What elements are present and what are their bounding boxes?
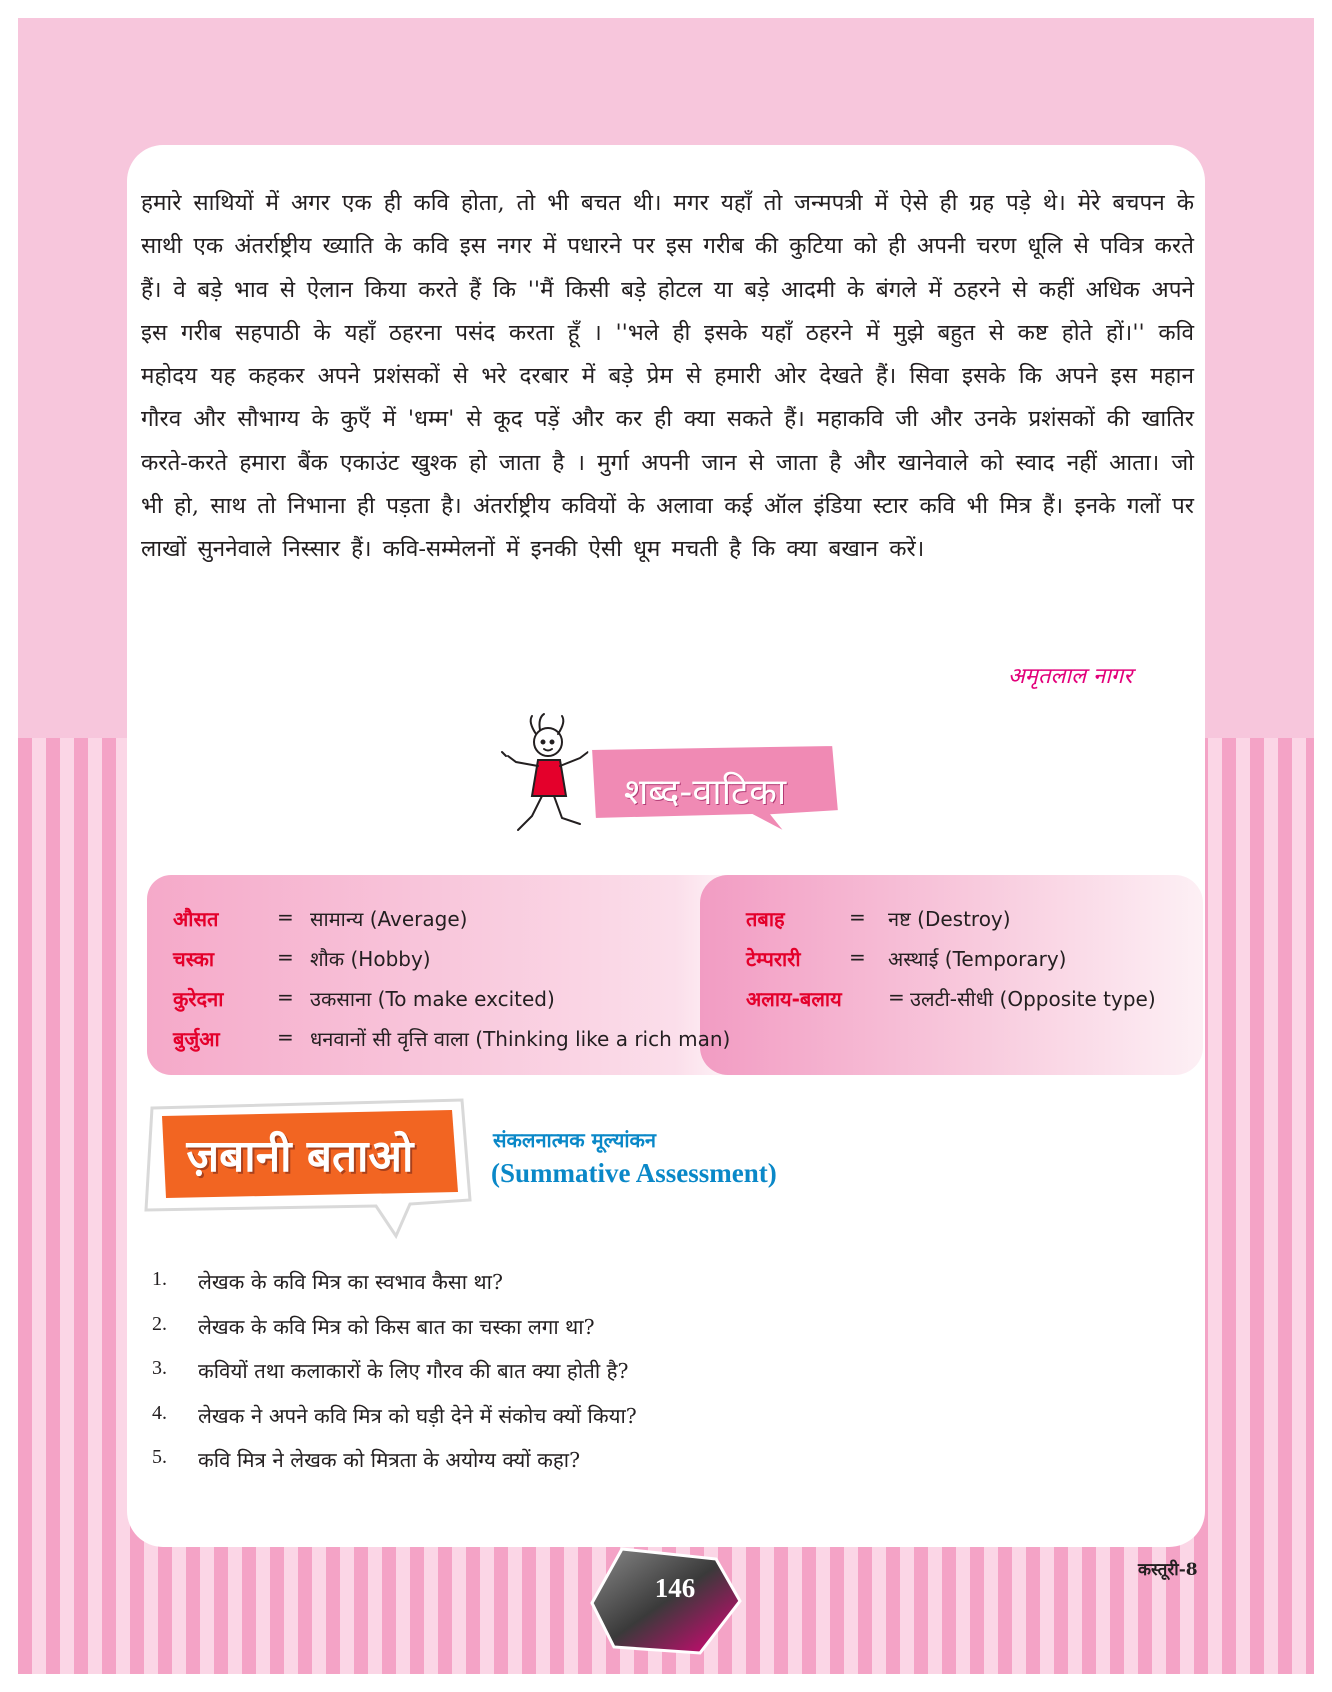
vocab-word: औसत bbox=[173, 907, 219, 931]
question-text: लेखक के कवि मित्र का स्वभाव कैसा था? bbox=[198, 1270, 503, 1294]
question-number: 4. bbox=[152, 1401, 167, 1424]
shabd-vatika-title: शब्द-वाटिका bbox=[623, 772, 787, 813]
vocab-meaning: अस्थाई (Temporary) bbox=[888, 947, 1067, 971]
vocab-equals: = bbox=[277, 905, 294, 929]
vocab-equals: = bbox=[277, 985, 294, 1009]
question-list bbox=[152, 1268, 1052, 1491]
vocab-equals: = bbox=[888, 985, 905, 1009]
vocab-word: कुरेदना bbox=[173, 987, 224, 1011]
question-text: कवि मित्र ने लेखक को मित्रता के अयोग्य क्यों कहा? bbox=[198, 1448, 581, 1472]
question-number: 3. bbox=[152, 1357, 167, 1379]
question-text: कवियों तथा कलाकारों के लिए गौरव की बात क्या होती है? bbox=[198, 1359, 629, 1383]
vocab-word: टेम्परारी bbox=[746, 947, 801, 971]
question-number: 5. bbox=[152, 1446, 167, 1468]
assessment-title-hindi: संकलनात्मक मूल्यांकन bbox=[493, 1128, 656, 1152]
question-item bbox=[152, 1268, 1052, 1313]
vocab-equals: = bbox=[849, 905, 866, 929]
vocab-word: तबाह bbox=[746, 907, 785, 931]
running-girl-illustration bbox=[488, 712, 598, 842]
question-item bbox=[152, 1357, 1052, 1402]
question-item bbox=[152, 1402, 1052, 1447]
vocab-meaning: सामान्य (Average) bbox=[310, 907, 468, 931]
page-number: 146 bbox=[654, 1573, 696, 1603]
question-item bbox=[152, 1313, 1052, 1358]
vocab-equals: = bbox=[277, 945, 294, 969]
vocab-meaning: उकसाना (To make excited) bbox=[310, 987, 555, 1011]
zabani-batao-title: ज़बानी बताओ bbox=[186, 1131, 414, 1182]
vocab-equals: = bbox=[849, 945, 866, 969]
vocab-meaning: धनवानों सी वृत्ति वाला (Thinking like a rich man) bbox=[310, 1027, 731, 1051]
book-title: कस्तूरी-8 bbox=[1138, 1560, 1198, 1580]
vocab-word: अलाय-बलाय bbox=[746, 987, 842, 1011]
assessment-title-english: (Summative Assessment) bbox=[491, 1158, 777, 1188]
vocab-equals: = bbox=[277, 1025, 294, 1049]
story-passage: हमारे साथियों में अगर एक ही कवि होता, तो भी बचत थी। मगर यहाँ तो जन्मपत्री में ऐसे ही ग्रह पड़े थे। मेरे बचपन के साथी एक अंतर्राष्ट्रीय ख्याति के कवि इस नगर में पधारने पर इस गरीब की कुटिया को ही अपनी चरण धूलि से पवित्र करते हैं। वे बड़े भाव से ऐलान किया करते हैं कि ''मैं किसी बड़े होटल या बड़े आदमी के बंगले में ठहरने से कहीं अधिक अपने इस गरीब सहपाठी के यहाँ ठहरना पसंद करता हूँ । ''भले ही इसके यहाँ ठहरने में मुझे बहुत से कष्ट होते हों।'' कवि महोदय यह कहकर अपने प्रशंसकों से भरे दरबार में बड़े प्रेम से हमारी ओर देखते हैं। सिवा इसके कि अपने इस महान गौरव और सौभाग्य के कुएँ में 'धम्म' से कूद पड़ें और कर ही क्या सकते हैं। महाकवि जी और उनके प्रशंसकों की खातिर करते-करते हमारा बैंक एकाउंट खुश्क हो जाता है । मुर्गा अपनी जान से जाता है और खानेवाले को स्वाद नहीं आता। जो भी हो, साथ तो निभाना ही पड़ता है। अंतर्राष्ट्रीय कवियों के अलावा कई ऑल इंडिया स्टार कवि भी मित्र हैं। इनके गलों पर लाखों सुननेवाले निस्सार हैं। कवि-सम्मेलनों में इनकी ऐसी धूम मचती है कि क्या बखान करें। bbox=[141, 190, 1194, 563]
vocab-meaning: उलटी-सीधी (Opposite type) bbox=[910, 987, 1156, 1011]
vocab-meaning: नष्ट (Destroy) bbox=[888, 907, 1011, 931]
question-number: 1. bbox=[152, 1268, 167, 1290]
question-number: 2. bbox=[152, 1312, 167, 1335]
question-text: लेखक के कवि मित्र को किस बात का चस्का लगा था? bbox=[198, 1314, 595, 1339]
vocab-word: बुर्जुआ bbox=[173, 1027, 220, 1051]
question-text: लेखक ने अपने कवि मित्र को घड़ी देने में संकोच क्यों किया? bbox=[198, 1403, 637, 1428]
author-name: अमृतलाल नागर bbox=[1008, 664, 1133, 689]
question-item bbox=[152, 1446, 1052, 1491]
vocab-meaning: शौक (Hobby) bbox=[310, 947, 431, 971]
vocab-word: चस्का bbox=[173, 947, 215, 971]
